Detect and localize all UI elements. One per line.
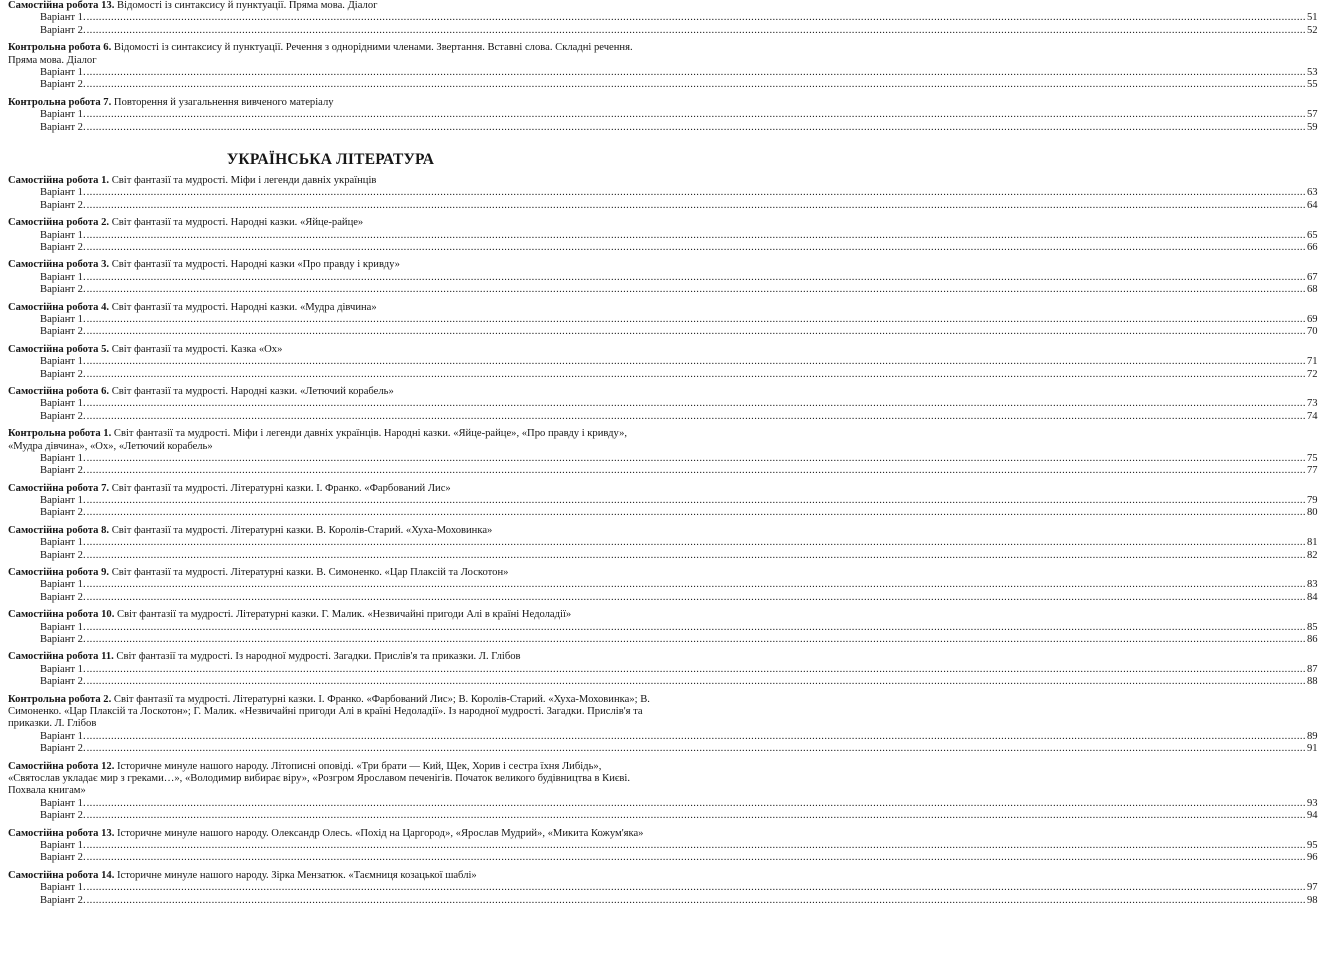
contents-entry [8,428,1318,478]
entry-title: Історичне минуле нашого народу. Зірка Мензатюк. «Таємниця козацької шаблі» [117,869,477,881]
entry-heading [8,302,653,314]
entry-title: Світ фантазії та мудрості. Літературні казки. І. Франко. «Фарбований Лис» [111,482,451,494]
section-title: УКРАЇНСЬКА ЛІТЕРАТУРА [226,150,435,168]
variant-row [8,743,1318,755]
entry-title: Світ фантазії та мудрості. Народні казки. «Летючий корабель» [111,385,394,397]
variant-row [8,66,1318,79]
entry-heading [8,828,653,840]
variant-name: Варіант 1. [40,12,86,24]
page-number: 73 [1306,398,1318,410]
variant-row [8,229,1318,242]
entry-label: Самостійна робота 7. [8,482,110,494]
dot-leader: ................................................................................................................................................................................................................................................................................................................................................................................................................ [86,199,1306,211]
page-number: 86 [1306,634,1318,646]
page-number: 59 [1306,121,1318,133]
variant-row [8,495,1318,507]
variant-row [8,840,1318,852]
page-number: 75 [1306,452,1318,464]
page-number: 83 [1306,579,1318,591]
page-number: 74 [1306,410,1318,422]
entry-heading [8,694,653,731]
dot-leader: ................................................................................................................................................................................................................................................................................................................................................................................................................ [86,495,1306,507]
page-number: 53 [1306,66,1318,78]
variant-name: Варіант 1. [40,621,86,633]
entry-label: Самостійна робота 5. [8,343,110,355]
variant-name: Варіант 1. [40,109,86,121]
entry-heading [8,525,653,537]
variant-row [8,465,1318,477]
variant-row [8,579,1318,591]
variant-name: Варіант 1. [40,229,86,241]
page-number: 70 [1306,326,1318,338]
dot-leader: ................................................................................................................................................................................................................................................................................................................................................................................................................ [86,410,1306,422]
variant-row [8,676,1318,688]
entry-label: Самостійна робота 6. [8,385,110,397]
variant-name: Варіант 2. [40,410,86,422]
entry-heading [8,0,653,12]
page-number: 68 [1306,284,1318,296]
entry-title: Історичне минуле нашого народу. Літописні оповіді. «Три брати — Кий, Щек, Хорив і сестра їхня Либідь», «Святослав укладає мир з греками…», «Володимир вибирає віру», «Розгром Ярославом печенігів. Початок великого будівництва в Києві. Похвала книгам» [8,760,631,797]
entry-heading [8,217,653,229]
entry-heading [8,761,653,798]
variant-name: Варіант 1. [40,495,86,507]
page-number: 84 [1306,591,1318,603]
page-number: 66 [1306,241,1318,253]
entry-heading [8,386,653,398]
dot-leader: ................................................................................................................................................................................................................................................................................................................................................................................................................ [86,12,1306,24]
dot-leader: ................................................................................................................................................................................................................................................................................................................................................................................................................ [86,507,1306,519]
variant-name: Варіант 1. [40,271,86,283]
variant-row [8,12,1318,24]
dot-leader: ................................................................................................................................................................................................................................................................................................................................................................................................................ [86,549,1306,561]
entry-heading [8,97,653,109]
dot-leader: ................................................................................................................................................................................................................................................................................................................................................................................................................ [86,810,1306,822]
variant-name: Варіант 2. [40,368,86,380]
variant-name: Варіант 1. [40,797,86,809]
variant-row [8,882,1318,894]
page-number: 93 [1306,797,1318,809]
page-number: 71 [1306,356,1318,368]
contents-entry [8,760,1318,823]
dot-leader: ................................................................................................................................................................................................................................................................................................................................................................................................................ [86,743,1306,755]
entry-label: Самостійна робота 2. [8,217,110,229]
entry-label: Самостійна робота 1. [8,174,110,186]
variant-row [8,241,1318,254]
variant-name: Варіант 1. [40,840,86,852]
dot-leader: ................................................................................................................................................................................................................................................................................................................................................................................................................ [86,326,1306,338]
entry-heading [8,428,653,453]
dot-leader: ................................................................................................................................................................................................................................................................................................................................................................................................................ [86,121,1306,133]
entry-title: Світ фантазії та мудрості. Міфи і легенди давніх українців. Народні казки. «Яйце-райце», «Про правду і кривду», «Мудра дівчина», «Ох», «Летючий корабель» [8,428,628,452]
entry-title: Світ фантазії та мудрості. Народні казки. «Мудра дівчина» [111,301,377,313]
page-number: 97 [1306,882,1318,894]
entry-heading [8,259,653,271]
variant-name: Варіант 2. [40,743,86,755]
dot-leader: ................................................................................................................................................................................................................................................................................................................................................................................................................ [86,634,1306,646]
contents-entry [8,42,1318,92]
variant-row [8,621,1318,634]
entry-title: Світ фантазії та мудрості. Із народної мудрості. Загадки. Прислів'я та приказки. Л. Глібов [116,651,521,663]
variant-name: Варіант 1. [40,730,86,742]
variant-row [8,271,1318,284]
variant-row [8,797,1318,810]
contents-entry [8,217,1318,254]
page-number: 85 [1306,621,1318,633]
dot-leader: ................................................................................................................................................................................................................................................................................................................................................................................................................ [86,241,1306,253]
entry-title: Світ фантазії та мудрості. Казка «Ох» [111,343,283,355]
entry-label: Контрольна робота 2. [8,693,112,705]
variant-row [8,852,1318,864]
entry-title: Історичне минуле нашого народу. Олександр Олесь. «Похід на Царгород», «Ярослав Мудрий», «Микита Кожум'яка» [117,827,644,839]
variant-row [8,894,1318,907]
variant-row [8,284,1318,296]
variant-name: Варіант 2. [40,591,86,603]
variant-name: Варіант 1. [40,398,86,410]
dot-leader: ................................................................................................................................................................................................................................................................................................................................................................................................................ [86,621,1306,633]
dot-leader: ................................................................................................................................................................................................................................................................................................................................................................................................................ [86,284,1306,296]
contents-entry [8,651,1318,688]
entry-label: Контрольна робота 7. [8,96,112,108]
page-number: 72 [1306,368,1318,380]
page-number: 69 [1306,313,1318,325]
variant-name: Варіант 1. [40,66,86,78]
dot-leader: ................................................................................................................................................................................................................................................................................................................................................................................................................ [86,24,1306,36]
dot-leader: ................................................................................................................................................................................................................................................................................................................................................................................................................ [86,579,1306,591]
contents-list-ukrainian-literature [8,174,1318,907]
variant-name: Варіант 2. [40,852,86,864]
variant-name: Варіант 1. [40,579,86,591]
variant-row [8,537,1318,549]
page-number: 95 [1306,840,1318,852]
variant-name: Варіант 1. [40,356,86,368]
entry-label: Самостійна робота 9. [8,567,110,579]
variant-row [8,368,1318,381]
page-number: 65 [1306,229,1318,241]
entry-label: Самостійна робота 8. [8,524,110,536]
dot-leader: ................................................................................................................................................................................................................................................................................................................................................................................................................ [86,356,1306,368]
variant-row [8,24,1318,37]
dot-leader: ................................................................................................................................................................................................................................................................................................................................................................................................................ [86,368,1306,380]
contents-entry [8,343,1318,381]
dot-leader: ................................................................................................................................................................................................................................................................................................................................................................................................................ [86,676,1306,688]
entry-title: Світ фантазії та мудрості. Народні казки «Про правду і кривду» [111,259,400,271]
entry-title: Повторення й узагальнення вивченого матеріалу [113,96,334,108]
page-number: 82 [1306,549,1318,561]
contents-entry [8,869,1318,907]
entry-label: Самостійна робота 10. [8,609,115,621]
dot-leader: ................................................................................................................................................................................................................................................................................................................................................................................................................ [86,109,1306,121]
dot-leader: ................................................................................................................................................................................................................................................................................................................................................................................................................ [86,663,1306,675]
contents-entry [8,524,1318,562]
variant-name: Варіант 2. [40,121,86,133]
page-number: 77 [1306,465,1318,477]
variant-name: Варіант 2. [40,676,86,688]
entry-title: Світ фантазії та мудрості. Літературні казки. І. Франко. «Фарбований Лис»; В. Королів-Старий. «Хуха-Моховинка»; В. Симоненко. «Цар Плаксій та Лоскотон»; Г. Малик. «Незвичайні пригоди Алі в країні Недоладії». Із народної мудрості. Загадки. Прислів'я та приказки. Л. Глібов [8,693,650,730]
contents-entry [8,567,1318,604]
variant-name: Варіант 1. [40,663,86,675]
entry-label: Контрольна робота 1. [8,428,112,440]
contents-entry [8,259,1318,296]
entry-heading [8,870,653,882]
variant-name: Варіант 1. [40,882,86,894]
variant-name: Варіант 2. [40,549,86,561]
dot-leader: ................................................................................................................................................................................................................................................................................................................................................................................................................ [86,840,1306,852]
page-number: 57 [1306,109,1318,121]
entry-heading [8,483,653,495]
variant-row [8,410,1318,423]
variant-row [8,326,1318,338]
variant-row [8,507,1318,519]
entry-label: Самостійна робота 3. [8,259,110,271]
dot-leader: ................................................................................................................................................................................................................................................................................................................................................................................................................ [86,852,1306,864]
variant-name: Варіант 2. [40,465,86,477]
entry-label: Самостійна робота 4. [8,301,110,313]
variant-name: Варіант 2. [40,199,86,211]
variant-row [8,199,1318,212]
contents-entry [8,482,1318,520]
variant-row [8,121,1318,134]
entry-heading [8,609,653,621]
dot-leader: ................................................................................................................................................................................................................................................................................................................................................................................................................ [86,591,1306,603]
contents-entry [8,301,1318,339]
variant-row [8,398,1318,410]
variant-row [8,187,1318,199]
page-number: 94 [1306,810,1318,822]
variant-row [8,313,1318,326]
page-number: 98 [1306,894,1318,906]
variant-name: Варіант 2. [40,79,86,91]
page-number: 52 [1306,24,1318,36]
contents-entry [8,174,1318,212]
contents-list-ukrainian-language [8,0,1318,134]
entry-heading [8,42,653,67]
page-number: 89 [1306,730,1318,742]
page-number: 64 [1306,199,1318,211]
contents-entry [8,693,1318,756]
entry-title: Відомості із синтаксису й пунктуації. Речення з однорідними членами. Звертання. Вставні слова. Складні речення. Пряма мова. Діалог [8,42,633,66]
entry-label: Самостійна робота 12. [8,760,115,772]
entry-title: Відомості із синтаксису й пунктуації. Пряма мова. Діалог [117,0,378,11]
variant-row [8,634,1318,646]
dot-leader: ................................................................................................................................................................................................................................................................................................................................................................................................................ [86,797,1306,809]
entry-heading [8,567,653,579]
page-number: 91 [1306,743,1318,755]
variant-row [8,730,1318,743]
contents-entry [8,385,1318,423]
contents-entry [8,0,1318,37]
entry-label: Самостійна робота 13. [8,0,115,11]
contents-entry [8,96,1318,134]
entry-heading [8,175,653,187]
variant-name: Варіант 2. [40,284,86,296]
variant-name: Варіант 1. [40,452,86,464]
entry-title: Світ фантазії та мудрості. Літературні казки. В. Симоненко. «Цар Плаксій та Лоскотон» [111,567,509,579]
variant-name: Варіант 1. [40,537,86,549]
entry-title: Світ фантазії та мудрості. Літературні казки. Г. Малик. «Незвичайні пригоди Алі в країні Недоладії» [117,609,572,621]
entry-label: Самостійна робота 14. [8,869,115,881]
page-number: 55 [1306,79,1318,91]
variant-name: Варіант 2. [40,634,86,646]
variant-row [8,79,1318,91]
page-number: 88 [1306,676,1318,688]
variant-name: Варіант 2. [40,326,86,338]
page-number: 87 [1306,663,1318,675]
dot-leader: ................................................................................................................................................................................................................................................................................................................................................................................................................ [86,187,1306,199]
dot-leader: ................................................................................................................................................................................................................................................................................................................................................................................................................ [86,398,1306,410]
page-number: 67 [1306,271,1318,283]
dot-leader: ................................................................................................................................................................................................................................................................................................................................................................................................................ [86,271,1306,283]
entry-label: Самостійна робота 11. [8,651,114,663]
page-number: 80 [1306,507,1318,519]
entry-title: Світ фантазії та мудрості. Народні казки. «Яйце-райце» [111,217,364,229]
page-number: 96 [1306,852,1318,864]
contents-entry [8,827,1318,865]
variant-row [8,663,1318,676]
entry-title: Світ фантазії та мудрості. Літературні казки. В. Королів-Старий. «Хуха-Моховинка» [111,524,493,536]
page-number: 81 [1306,537,1318,549]
entry-heading [8,651,653,663]
dot-leader: ................................................................................................................................................................................................................................................................................................................................................................................................................ [86,79,1306,91]
dot-leader: ................................................................................................................................................................................................................................................................................................................................................................................................................ [86,894,1306,906]
dot-leader: ................................................................................................................................................................................................................................................................................................................................................................................................................ [86,537,1306,549]
dot-leader: ................................................................................................................................................................................................................................................................................................................................................................................................................ [86,730,1306,742]
variant-name: Варіант 2. [40,507,86,519]
entry-label: Самостійна робота 13. [8,827,115,839]
dot-leader: ................................................................................................................................................................................................................................................................................................................................................................................................................ [86,465,1306,477]
variant-name: Варіант 2. [40,241,86,253]
variant-name: Варіант 1. [40,313,86,325]
variant-name: Варіант 2. [40,24,86,36]
variant-row [8,109,1318,121]
variant-row [8,356,1318,368]
variant-row [8,452,1318,465]
dot-leader: ................................................................................................................................................................................................................................................................................................................................................................................................................ [86,882,1306,894]
dot-leader: ................................................................................................................................................................................................................................................................................................................................................................................................................ [86,229,1306,241]
page-number: 79 [1306,495,1318,507]
variant-name: Варіант 1. [40,187,86,199]
variant-name: Варіант 2. [40,810,86,822]
variant-row [8,549,1318,562]
variant-row [8,591,1318,604]
variant-row [8,810,1318,822]
entry-heading [8,344,653,356]
entry-title: Світ фантазії та мудрості. Міфи і легенди давніх українців [111,174,377,186]
entry-label: Контрольна робота 6. [8,42,112,54]
dot-leader: ................................................................................................................................................................................................................................................................................................................................................................................................................ [86,66,1306,78]
dot-leader: ................................................................................................................................................................................................................................................................................................................................................................................................................ [86,313,1306,325]
dot-leader: ................................................................................................................................................................................................................................................................................................................................................................................................................ [86,452,1306,464]
page-number: 63 [1306,187,1318,199]
page-number: 51 [1306,12,1318,24]
contents-entry [8,609,1318,646]
variant-name: Варіант 2. [40,894,86,906]
